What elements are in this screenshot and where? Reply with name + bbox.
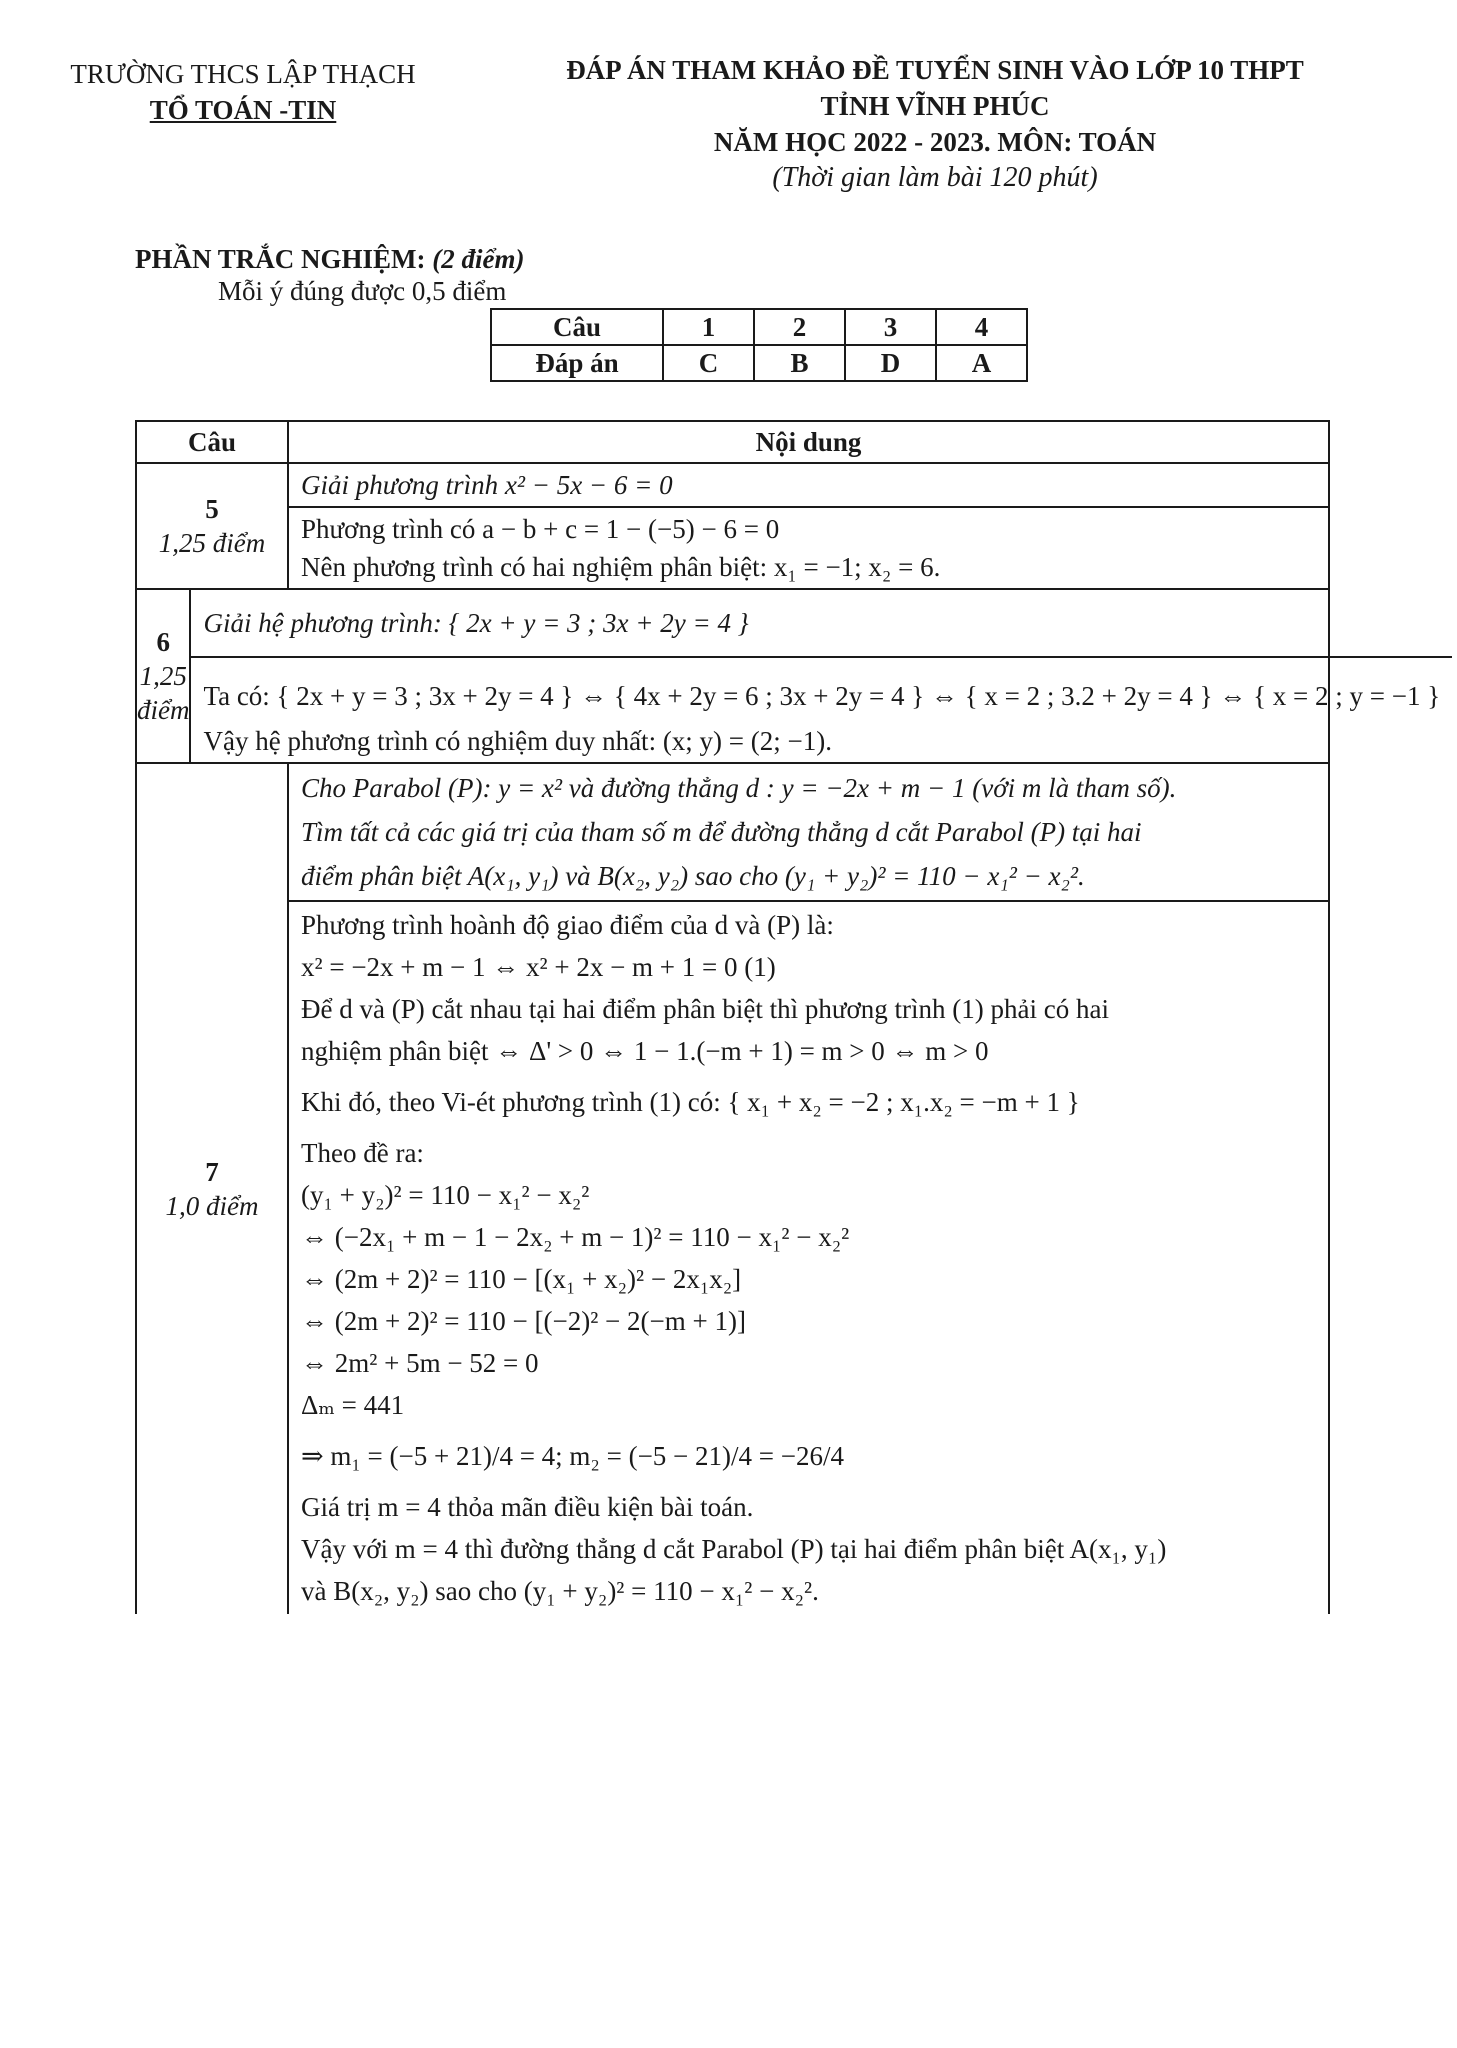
prompt-line: Tìm tất cả các giá trị của tham số m để đường thẳng d cắt Parabol (P) tại hai <box>301 817 1142 847</box>
question-solution <box>289 902 1328 1614</box>
solution-line: Phương trình có a − b + c = 1 − (−5) − 6 = 0 <box>301 514 780 544</box>
solution-line: Phương trình hoành độ giao điểm của d và (P) là: <box>301 910 834 940</box>
solution-line: Khi đó, theo Vi-ét phương trình (1) có: { x₁ + x₂ = −2 ; x₁.x₂ = −m + 1 } <box>301 1087 1080 1117</box>
school-header <box>48 56 438 128</box>
question-number: 7 <box>205 1157 219 1187</box>
prompt-line: điểm phân biệt A(x₁, y₁) và B(x₂, y₂) sao cho (y₁ + y₂)² = 110 − x₁² − x₂². <box>301 861 1085 891</box>
solution-line: Để d và (P) cắt nhau tại hai điểm phân biệt thì phương trình (1) phải có hai <box>301 994 1109 1024</box>
solution-line: (y₁ + y₂)² = 110 − x₁² − x₂² <box>301 1180 590 1210</box>
question-number: 5 <box>205 494 219 524</box>
solution-line: Theo đề ra: <box>301 1138 424 1168</box>
multiple-choice-title <box>135 244 525 275</box>
question-row-7 <box>137 764 1328 1614</box>
answer-key-question: 2 <box>754 309 845 345</box>
question-points: 1,25 điểm <box>158 528 266 558</box>
exam-title-block <box>440 52 1430 196</box>
mc-note: Mỗi ý đúng được 0,5 điểm <box>218 276 507 306</box>
answer-key-answer: D <box>845 345 936 381</box>
solution-line: Giá trị m = 4 thỏa mãn điều kiện bài toán. <box>301 1492 754 1522</box>
question-label <box>137 464 289 588</box>
answer-key-answer: C <box>663 345 754 381</box>
col-header-question: Câu <box>137 422 289 462</box>
solution-line: ⇔ (−2x₁ + m − 1 − 2x₂ + m − 1)² = 110 − x₁² − x₂² <box>301 1222 850 1252</box>
answer-key-answer-row <box>491 345 1027 381</box>
solution-line: Nên phương trình có hai nghiệm phân biệt: x₁ = −1; x₂ = 6. <box>301 552 941 582</box>
question-content <box>191 590 1452 762</box>
question-prompt: Giải phương trình x² − 5x − 6 = 0 <box>289 464 1328 508</box>
school-name: TRƯỜNG THCS LẬP THẠCH <box>70 59 416 89</box>
exam-year-subject: NĂM HỌC 2022 - 2023. MÔN: TOÁN <box>713 127 1157 157</box>
question-label <box>137 590 191 762</box>
question-prompt <box>289 764 1328 902</box>
answer-key-row2-label: Đáp án <box>491 345 663 381</box>
answer-key-question: 3 <box>845 309 936 345</box>
answer-key-answer: B <box>754 345 845 381</box>
mc-title-text: PHẦN TRẮC NGHIỆM: <box>135 244 426 274</box>
solution-line: ⇔ (2m + 2)² = 110 − [(x₁ + x₂)² − 2x₁x₂] <box>301 1264 742 1294</box>
answer-key-question: 4 <box>936 309 1027 345</box>
col-header-content: Nội dung <box>755 427 862 457</box>
question-content <box>289 464 1328 588</box>
question-points: 1,25 điểm <box>137 661 190 725</box>
exam-time: (Thời gian làm bài 120 phút) <box>772 162 1098 193</box>
question-prompt: Giải hệ phương trình: { 2x + y = 3 ; 3x + 2y = 4 } <box>191 590 1452 658</box>
question-content <box>289 764 1328 1614</box>
question-label <box>137 764 289 1614</box>
question-row-5 <box>137 464 1328 590</box>
department-name: TỔ TOÁN -TIN <box>149 95 337 125</box>
answer-key-answer: A <box>936 345 1027 381</box>
mc-points: (2 điểm) <box>432 244 525 274</box>
solution-line: Δₘ = 441 <box>301 1390 405 1420</box>
solution-line: x² = −2x + m − 1 ⇔ x² + 2x − m + 1 = 0 (1) <box>301 952 776 982</box>
solution-line: ⇔ 2m² + 5m − 52 = 0 <box>301 1348 539 1378</box>
question-number: 6 <box>156 627 170 657</box>
solution-line: Vậy với m = 4 thì đường thẳng d cắt Parabol (P) tại hai điểm phân biệt A(x₁, y₁) <box>301 1534 1167 1564</box>
solution-line: Ta có: { 2x + y = 3 ; 3x + 2y = 4 } ⇔ { 4x + 2y = 6 ; 3x + 2y = 4 } ⇔ { x = 2 ; 3.2 + 2y = 4 } ⇔ { x = 2 ; y = −1 } <box>203 681 1441 711</box>
solution-table-header <box>137 422 1328 464</box>
solution-table <box>135 420 1441 1614</box>
solution-line: nghiệm phân biệt ⇔ Δ' > 0 ⇔ 1 − 1.(−m + 1) = m > 0 ⇔ m > 0 <box>301 1036 989 1066</box>
exam-province: TỈNH VĨNH PHÚC <box>820 91 1050 121</box>
question-solution <box>191 658 1452 762</box>
answer-key-row1-label: Câu <box>491 309 663 345</box>
answer-key-table <box>490 308 1028 382</box>
question-solution <box>289 508 1328 588</box>
question-row-6 <box>137 590 1441 764</box>
solution-line: và B(x₂, y₂) sao cho (y₁ + y₂)² = 110 − x₁² − x₂². <box>301 1576 819 1606</box>
prompt-line: Cho Parabol (P): y = x² và đường thẳng d : y = −2x + m − 1 (với m là tham số). <box>301 773 1177 803</box>
solution-line: ⇒ m₁ = (−5 + 21)/4 = 4; m₂ = (−5 − 21)/4 = −26/4 <box>301 1441 844 1471</box>
solution-line: Vậy hệ phương trình có nghiệm duy nhất: (x; y) = (2; −1). <box>203 726 832 756</box>
answer-key-header-row <box>491 309 1027 345</box>
question-points: 1,0 điểm <box>165 1191 259 1221</box>
solution-line: ⇔ (2m + 2)² = 110 − [(−2)² − 2(−m + 1)] <box>301 1306 746 1336</box>
exam-title: ĐÁP ÁN THAM KHẢO ĐỀ TUYỂN SINH VÀO LỚP 10 THPT <box>566 55 1304 85</box>
answer-key-question: 1 <box>663 309 754 345</box>
